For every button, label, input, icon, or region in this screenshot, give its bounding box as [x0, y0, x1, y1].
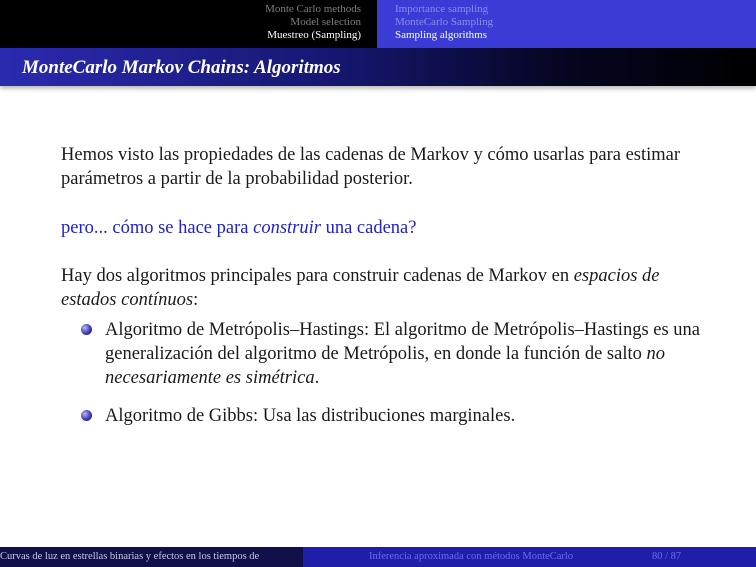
footer-author-title: Curvas de luz en estrellas binarias y efectos en los tiempos de: [0, 547, 303, 567]
slide-title-bar: [0, 48, 756, 86]
paragraph-intro: Hemos visto las propiedades de las cadenas de Markov y cómo usarlas para estimar parámetros a partir de la probabilidad posterior.: [61, 145, 681, 189]
metropolis-end: .: [314, 368, 320, 388]
question-emphasis: construir: [253, 218, 321, 238]
question-text: pero... cómo se hace para: [61, 218, 254, 238]
nav-subsection-montecarlo-sampling[interactable]: MonteCarlo Sampling: [395, 16, 494, 28]
gibbs-text: Algoritmo de Gibbs: Usa las distribuciones marginales.: [105, 406, 516, 426]
algorithm-list: [61, 318, 711, 428]
footer-info: [303, 547, 756, 567]
list-item-gibbs: [61, 404, 711, 428]
algorithms-end: :: [193, 290, 199, 310]
slide-title: MonteCarlo Markov Chains: Algoritmos: [22, 57, 341, 78]
list-item-metropolis-hastings: [61, 318, 711, 390]
paragraph-algorithms: [61, 264, 711, 312]
question-end: una cadena?: [320, 218, 417, 238]
slide-content: [61, 143, 711, 442]
nav-section-muestreo[interactable]: Muestreo (Sampling): [267, 29, 361, 41]
footer-page-number: 80 / 87: [652, 551, 682, 562]
nav-section-model-selection[interactable]: Model selection: [290, 16, 361, 28]
metropolis-emphasis: no necesariamente es simétrica: [105, 344, 665, 388]
paragraph-question: [61, 216, 711, 240]
navigation-bar: [0, 0, 756, 48]
algorithms-text: Hay dos algoritmos principales para construir cadenas de Markov en: [61, 266, 574, 286]
nav-section-monte-carlo-methods[interactable]: Monte Carlo methods: [265, 3, 361, 15]
subsection-nav: [377, 0, 756, 48]
metropolis-text: Algoritmo de Metrópolis–Hastings: El algoritmo de Metrópolis–Hastings es una generalización del algoritmo de Metrópolis, en donde la función de salto: [105, 320, 701, 364]
algorithms-emphasis: espacios de estados contínuos: [61, 266, 660, 310]
nav-subsection-sampling-algorithms[interactable]: Sampling algorithms: [395, 29, 487, 41]
section-nav: [0, 0, 377, 48]
bullet-icon: [81, 410, 92, 421]
footer-bar: [0, 547, 756, 567]
footer-presentation-title: Inferencia aproximada con métodos MonteCarlo: [369, 551, 574, 562]
nav-subsection-importance-sampling[interactable]: Importance sampling: [395, 3, 489, 15]
bullet-icon: [81, 324, 92, 335]
